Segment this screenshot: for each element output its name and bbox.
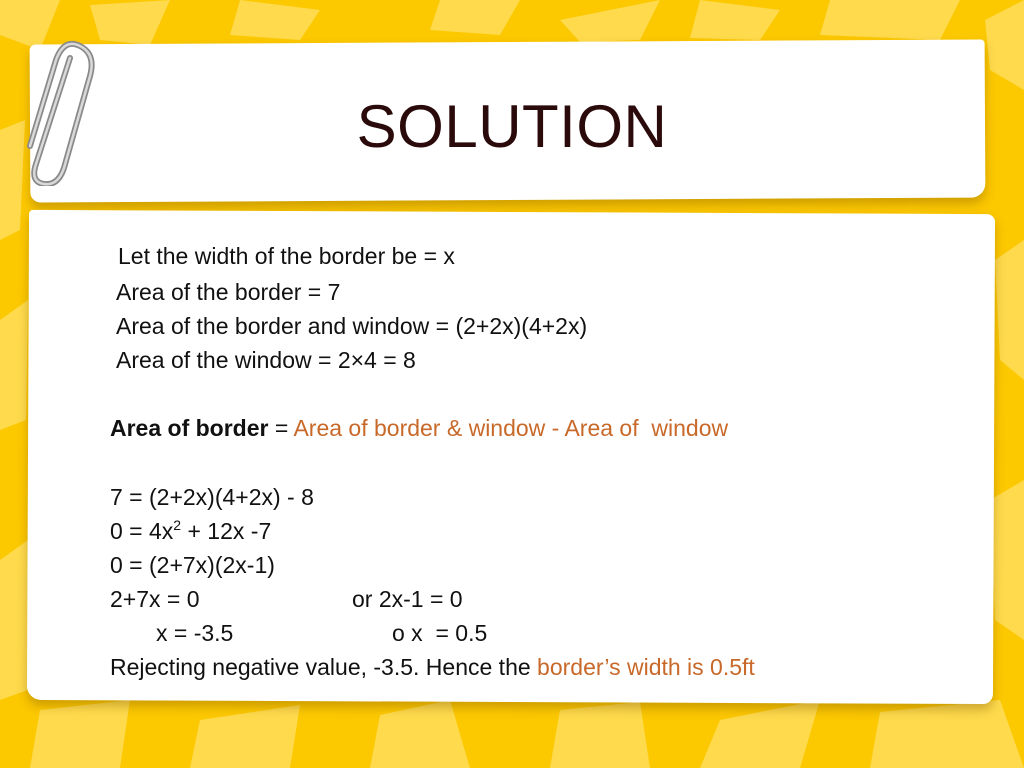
step-2-rhs: + 12x -7 [181,518,272,544]
step-1: 7 = (2+2x)(4+2x) - 8 [110,484,314,510]
step-2 [110,518,271,545]
intro-line-3: Area of the border and window = (2+2x)(4+2x) [116,313,588,339]
intro-line-4: Area of the window = 2×4 = 8 [116,347,416,373]
step-5-left: x = -3.5 [156,620,234,646]
formula-equals: = [268,415,294,441]
step-4-left: 2+7x = 0 [110,586,200,612]
formula-label: Area of border [110,415,269,441]
step-4-right: or 2x-1 = 0 [352,586,463,612]
step-2-lhs: 0 = 4x [110,518,174,544]
step-3: 0 = (2+7x)(2x-1) [110,552,275,578]
formula-rhs: Area of border & window - Area of window [293,415,729,441]
step-5-right: o x = 0.5 [392,620,488,646]
intro-line-2: Area of the border = 7 [116,279,341,305]
conclusion-highlight: border’s width is 0.5ft [537,654,755,680]
slide-title: SOLUTION [356,93,668,160]
conclusion-text: Rejecting negative value, -3.5. Hence the [110,654,538,680]
conclusion-line [110,654,755,681]
step-2-exponent: 2 [173,517,182,533]
formula-line [110,415,728,442]
intro-line-1: Let the width of the border be = x [118,243,455,269]
